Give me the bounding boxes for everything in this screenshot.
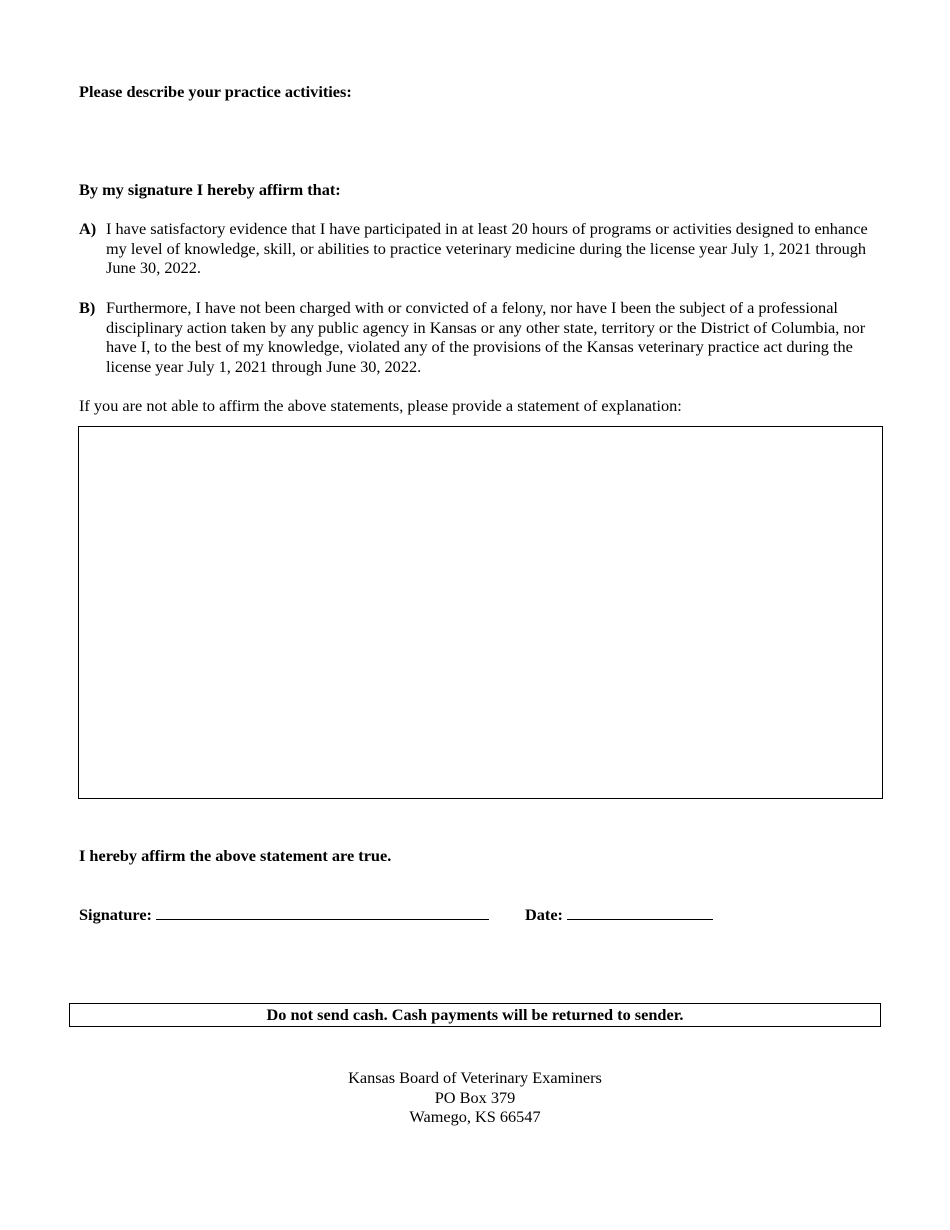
statement-text: Furthermore, I have not been charged with or convicted of a felony, nor have I been the subject of a professional disciplinary action taken by any public agency in Kansas or any other state, territory or the District of Columbia, nor have I, to the best of my knowledge, violated any of the provisions of the Kansas veterinary practice act during the license year July 1, 2021 through June 30, 2022. <box>106 298 866 377</box>
mailing-address <box>0 1068 950 1127</box>
date-field <box>525 904 713 925</box>
signature-line[interactable] <box>156 904 489 920</box>
address-po-box: PO Box 379 <box>434 1087 516 1107</box>
date-label: Date: <box>525 905 563 924</box>
cash-notice-box: Do not send cash. Cash payments will be returned to sender. <box>69 1003 881 1027</box>
explanation-textbox[interactable] <box>78 426 883 799</box>
statement-label: A) <box>79 219 97 238</box>
date-line[interactable] <box>567 904 713 920</box>
explanation-prompt: If you are not able to affirm the above statements, please provide a statement of explanation: <box>79 396 682 415</box>
statement-label: B) <box>79 298 96 317</box>
signature-label: Signature: <box>79 905 152 924</box>
address-city-state-zip: Wamego, KS 66547 <box>409 1107 541 1127</box>
affirmation-statement-a <box>79 219 874 278</box>
address-organization: Kansas Board of Veterinary Examiners <box>348 1068 602 1087</box>
signature-row <box>79 904 563 925</box>
practice-activities-heading: Please describe your practice activities: <box>79 82 352 101</box>
statement-text: I have satisfactory evidence that I have participated in at least 20 hours of programs or activities designed to enhance my level of knowledge, skill, or abilities to practice veterinary medicine during the license year July 1, 2021 through June 30, 2022. <box>106 219 868 278</box>
affirmation-heading: By my signature I hereby affirm that: <box>79 180 341 199</box>
affirm-true-statement: I hereby affirm the above statement are true. <box>79 846 392 865</box>
affirmation-statement-b <box>79 298 874 377</box>
